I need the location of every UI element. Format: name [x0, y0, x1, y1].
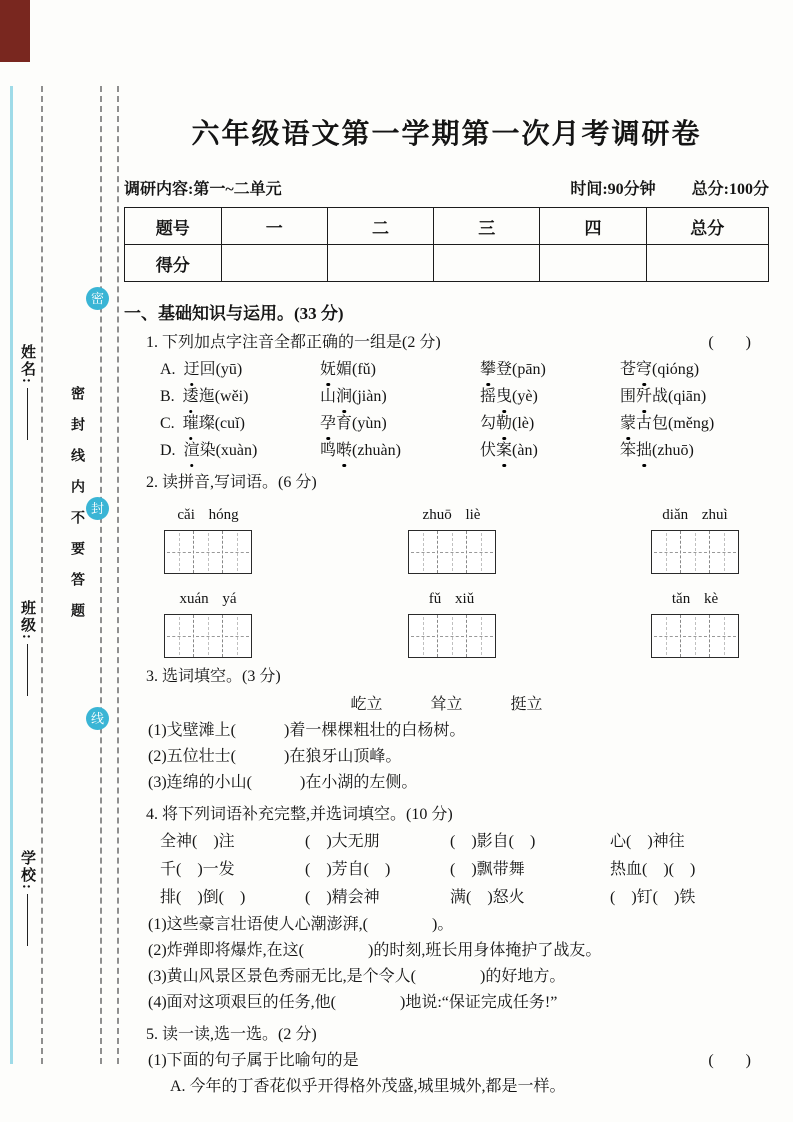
idiom-blank: 热血( )( ) [610, 861, 696, 878]
idiom-blank: ( )飘带舞 [450, 861, 525, 878]
option-cell: 苍穹(qióng) [620, 356, 769, 383]
pinyin-word: cǎi hóng [177, 507, 239, 523]
writing-grid [651, 614, 739, 658]
writing-cell [409, 615, 438, 657]
option-cell: B. 逶迤(wěi) [160, 383, 320, 410]
idiom-blank: ( )精会神 [305, 889, 380, 906]
writing-cell [438, 615, 467, 657]
option-cell: 围歼战(qiān) [620, 383, 769, 410]
question-3-item-1: (1)戈壁滩上( )着一棵棵粗壮的白杨树。 [148, 722, 466, 739]
score-blank-cell [646, 245, 768, 282]
option-cell: 勾勒(lè) [480, 410, 620, 437]
question-4 [124, 802, 769, 1016]
writing-cell [652, 615, 681, 657]
question-5-answer-bracket: ( ) [708, 1052, 751, 1069]
option-cell: 鸣啭(zhuàn) [320, 437, 480, 464]
name-label: 姓名: [19, 344, 35, 385]
option-cell: D. 渲染(xuàn) [160, 437, 320, 464]
writing-cell [652, 531, 681, 573]
seal-badge-feng: 封 [86, 497, 109, 520]
class-blank-line [27, 644, 29, 696]
pinyin-row-1 [164, 502, 769, 574]
writing-cell [194, 531, 223, 573]
section-1-heading: 一、基础知识与运用。(33 分) [124, 304, 344, 323]
score-header-3: 三 [434, 208, 540, 245]
question-1-answer-bracket: ( ) [708, 334, 751, 351]
option-cell: A. 迂回(yū) [160, 356, 320, 383]
writing-cell [710, 531, 738, 573]
question-5-item-1: (1)下面的句子属于比喻句的是 [148, 1052, 359, 1069]
exam-meta-right [570, 176, 769, 199]
question-4-item-3: (3)黄山风景区景色秀丽无比,是个令人( )的好地方。 [148, 968, 566, 985]
pinyin-word: xuán yá [179, 591, 237, 607]
score-blank-cell [540, 245, 646, 282]
question-3-label: 3. 选词填空。(3 分) [146, 668, 281, 685]
score-table [124, 207, 769, 282]
seal-dashed-line-2 [100, 86, 102, 1064]
exam-time: 时间:90分钟 [570, 181, 656, 198]
score-header-tihao: 题号 [125, 208, 222, 245]
option-cell: 山涧(jiàn) [320, 383, 480, 410]
page-title: 六年级语文第一学期第一次月考调研卷 [191, 119, 702, 150]
idiom-blank: ( )芳自( ) [305, 861, 391, 878]
idiom-blank: 排( )倒( ) [160, 889, 246, 906]
idiom-blank: ( )大无朋 [305, 833, 380, 850]
class-label: 班级: [19, 600, 35, 641]
option-cell: 蒙古包(měng) [620, 410, 769, 437]
option-cell: 孕育(yùn) [320, 410, 480, 437]
pinyin-word: diǎn zhuì [662, 507, 728, 523]
pinyin-group [408, 586, 496, 658]
word-bank-item: 耸立 [430, 696, 463, 713]
seal-dashed-line-1 [41, 86, 43, 1064]
question-5-label: 5. 读一读,选一选。(2 分) [146, 1026, 317, 1043]
writing-cell [223, 531, 251, 573]
name-field [17, 344, 38, 440]
score-header-2: 二 [327, 208, 433, 245]
writing-cell [681, 615, 710, 657]
question-4-item-1: (1)这些豪言壮语使人心潮澎湃,( )。 [148, 916, 454, 933]
school-label: 学校: [19, 850, 35, 891]
exam-meta-row [124, 176, 769, 199]
option-cell: 攀登(pān) [480, 356, 620, 383]
question-4-item-4: (4)面对这项艰巨的任务,他( )地说:“保证完成任务!” [148, 994, 558, 1011]
word-bank-item: 屹立 [350, 696, 383, 713]
pinyin-word: fǔ xiǔ [428, 591, 475, 607]
writing-cell [681, 531, 710, 573]
question-5-item-1-row [124, 1048, 769, 1074]
option-cell: 笨拙(zhuō) [620, 437, 769, 464]
question-1-options [160, 356, 769, 464]
writing-grid [164, 614, 252, 658]
question-3-item-3: (3)连绵的小山( )在小湖的左侧。 [148, 774, 418, 791]
seal-warning-text: 密封线内不要答题 [69, 386, 84, 634]
question-3-word-bank [124, 692, 769, 718]
seal-badge-xian: 线 [86, 707, 109, 730]
exam-total-score: 总分:100分 [691, 181, 769, 198]
writing-cell [165, 615, 194, 657]
seal-dashed-line-3 [117, 86, 119, 1064]
idiom-blank: 全神( )注 [160, 833, 235, 850]
question-1-label: 1. 下列加点字注音全都正确的一组是(2 分) [146, 334, 441, 351]
question-2 [124, 470, 769, 658]
exam-content [124, 0, 769, 1100]
writing-grid [164, 530, 252, 574]
pinyin-word: zhuō liè [422, 507, 481, 523]
idiom-blank: ( )钉( )铁 [610, 889, 696, 906]
option-cell: C. 璀璨(cuǐ) [160, 410, 320, 437]
writing-cell [467, 615, 495, 657]
option-cell: 摇曳(yè) [480, 383, 620, 410]
option-cell: 妩媚(fǔ) [320, 356, 480, 383]
pinyin-group [164, 586, 252, 658]
writing-grid [408, 530, 496, 574]
pinyin-group [164, 502, 252, 574]
pinyin-group [408, 502, 496, 574]
pinyin-row-2 [164, 586, 769, 658]
corner-mark [0, 0, 30, 62]
question-4-label: 4. 将下列词语补充完整,并选词填空。(10 分) [146, 806, 453, 823]
pinyin-word: tǎn kè [671, 591, 719, 607]
question-1-header [124, 330, 769, 356]
writing-cell [165, 531, 194, 573]
writing-cell [438, 531, 467, 573]
question-3-item-2: (2)五位壮士( )在狼牙山顶峰。 [148, 748, 402, 765]
writing-grid [651, 530, 739, 574]
question-5-option-a: A. 今年的丁香花似乎开得格外茂盛,城里城外,都是一样。 [170, 1078, 566, 1095]
idiom-blank: 满( )怒火 [450, 889, 525, 906]
writing-cell [467, 531, 495, 573]
question-4-item-2: (2)炸弹即将爆炸,在这( )的时刻,班长用身体掩护了战友。 [148, 942, 602, 959]
question-4-idioms [160, 828, 769, 912]
idiom-blank: ( )影自( ) [450, 833, 536, 850]
score-label-cell: 得分 [125, 245, 222, 282]
score-table-header-row [125, 208, 769, 245]
writing-cell [194, 615, 223, 657]
question-1 [124, 330, 769, 464]
pinyin-group [651, 586, 739, 658]
class-field [17, 600, 38, 696]
score-blank-cell [434, 245, 540, 282]
school-blank-line [27, 894, 29, 946]
score-blank-cell [327, 245, 433, 282]
score-blank-cell [221, 245, 327, 282]
school-field [17, 850, 38, 946]
score-header-1: 一 [221, 208, 327, 245]
margin-accent-line [10, 86, 13, 1064]
question-2-label: 2. 读拼音,写词语。(6 分) [146, 474, 317, 491]
writing-cell [710, 615, 738, 657]
idiom-blank: 千( )一发 [160, 861, 235, 878]
seal-badge-mi: 密 [86, 287, 109, 310]
score-header-4: 四 [540, 208, 646, 245]
writing-cell [409, 531, 438, 573]
exam-scope: 调研内容:第一~二单元 [124, 181, 282, 198]
question-5 [124, 1022, 769, 1100]
option-cell: 伏案(àn) [480, 437, 620, 464]
writing-cell [223, 615, 251, 657]
writing-grid [408, 614, 496, 658]
question-3 [124, 664, 769, 796]
pinyin-group [651, 502, 739, 574]
name-blank-line [27, 388, 29, 440]
score-table-score-row [125, 245, 769, 282]
score-header-total: 总分 [646, 208, 768, 245]
word-bank-item: 挺立 [510, 696, 543, 713]
idiom-blank: 心( )神往 [610, 833, 685, 850]
